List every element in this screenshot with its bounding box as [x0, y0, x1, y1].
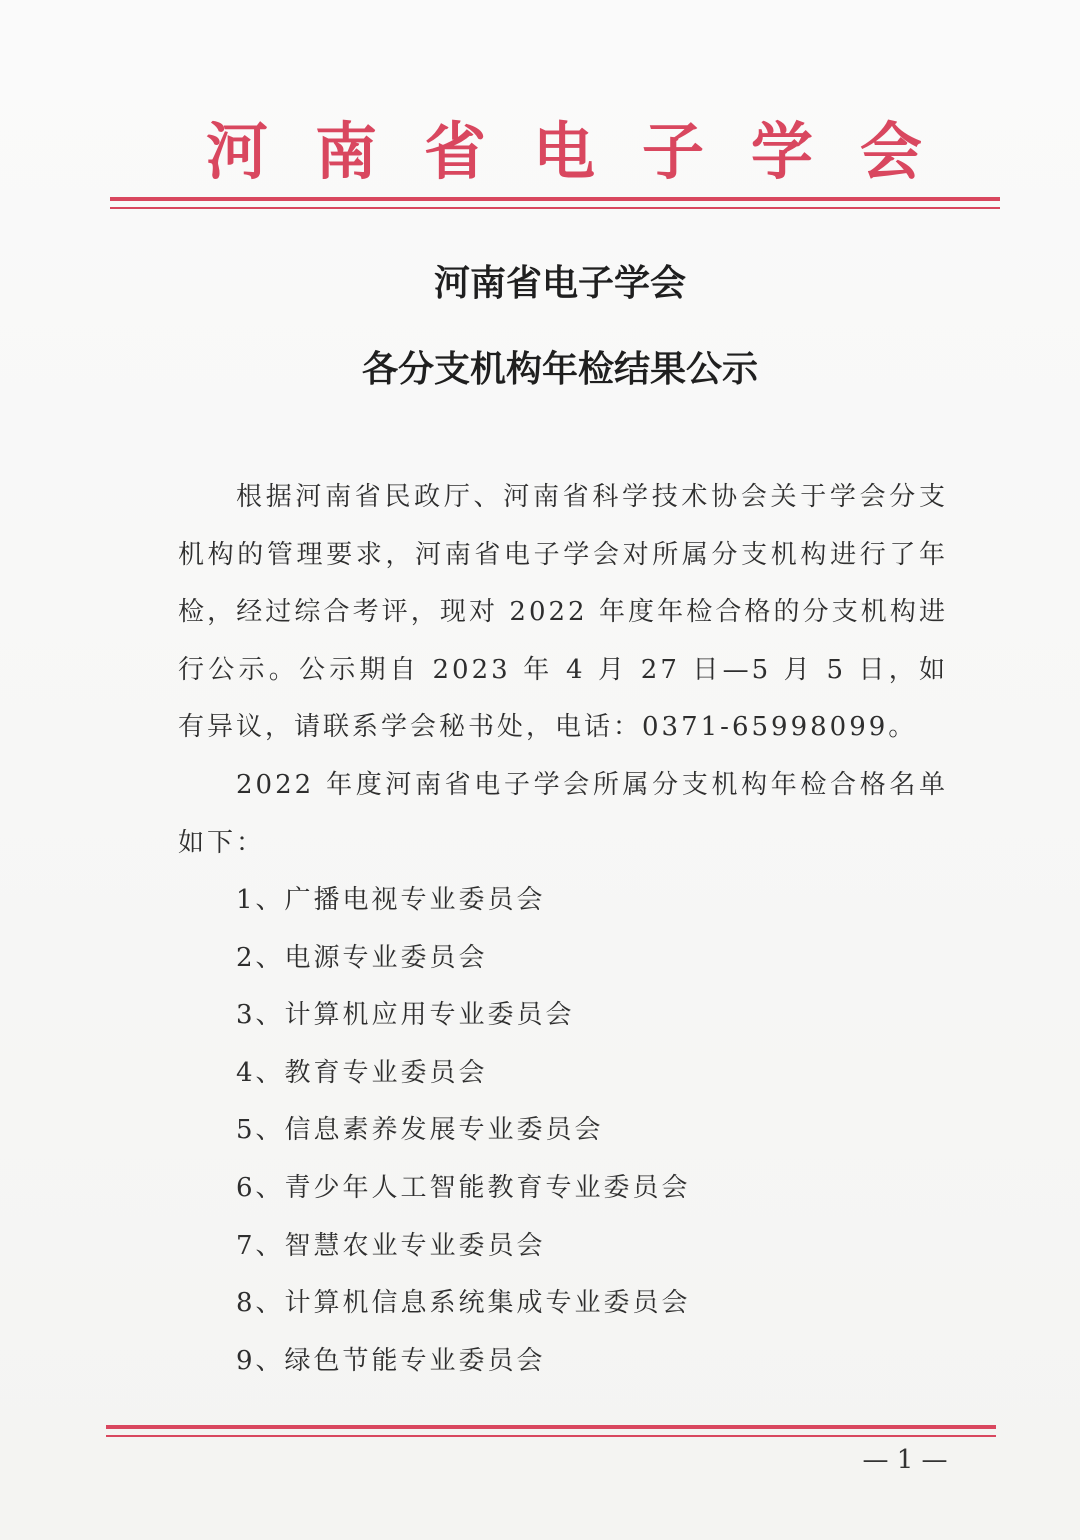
letterhead-rule-thin [110, 207, 1000, 209]
list-item: 4、教育专业委员会 [236, 1057, 488, 1088]
list-item: 3、计算机应用专业委员会 [236, 1000, 575, 1031]
list-item: 7、智慧农业专业委员会 [236, 1230, 546, 1261]
footer-rule-thin [106, 1435, 996, 1437]
list-item: 9、绿色节能专业委员会 [236, 1345, 546, 1376]
letterhead-char: 河 [206, 115, 269, 188]
document-title-line2: 各分支机构年检结果公示 [361, 349, 758, 390]
letterhead-org-name [110, 112, 1000, 192]
letterhead-char: 会 [859, 115, 922, 188]
letterhead-char: 学 [750, 115, 813, 188]
list-item: 8、计算机信息系统集成专业委员会 [236, 1288, 691, 1319]
body-paragraph-list-intro: 2022 年度河南省电子学会所属分支机构年检合格名单如下： [178, 770, 948, 858]
list-item: 2、电源专业委员会 [236, 942, 488, 973]
footer-rule-thick [106, 1425, 996, 1429]
list-item: 6、青少年人工智能教育专业委员会 [236, 1172, 691, 1203]
letterhead-char: 子 [641, 115, 704, 188]
page-number: — 1 — [862, 1445, 948, 1475]
qualified-branch-list [236, 872, 691, 1390]
letterhead-char: 南 [314, 115, 377, 188]
list-item: 5、信息素养发展专业委员会 [236, 1115, 604, 1146]
letterhead-rule-thick [110, 197, 1000, 201]
letterhead-char: 电 [532, 115, 595, 188]
list-item: 1、广播电视专业委员会 [236, 885, 546, 915]
body-paragraph-announcement: 根据河南省民政厅、河南省科学技术协会关于学会分支机构的管理要求，河南省电子学会对所属分支机构进行了年检，经过综合考评，现对 2022 年度年检合格的分支机构进行公示。公示期自 2023 年 4 月 27 日—5 月 5 日，如有异议，请联系学会秘书处，电话：0371-65998099。 [178, 482, 948, 742]
document-title-line1: 河南省电子学会 [433, 263, 686, 304]
letterhead-char: 省 [423, 115, 486, 188]
